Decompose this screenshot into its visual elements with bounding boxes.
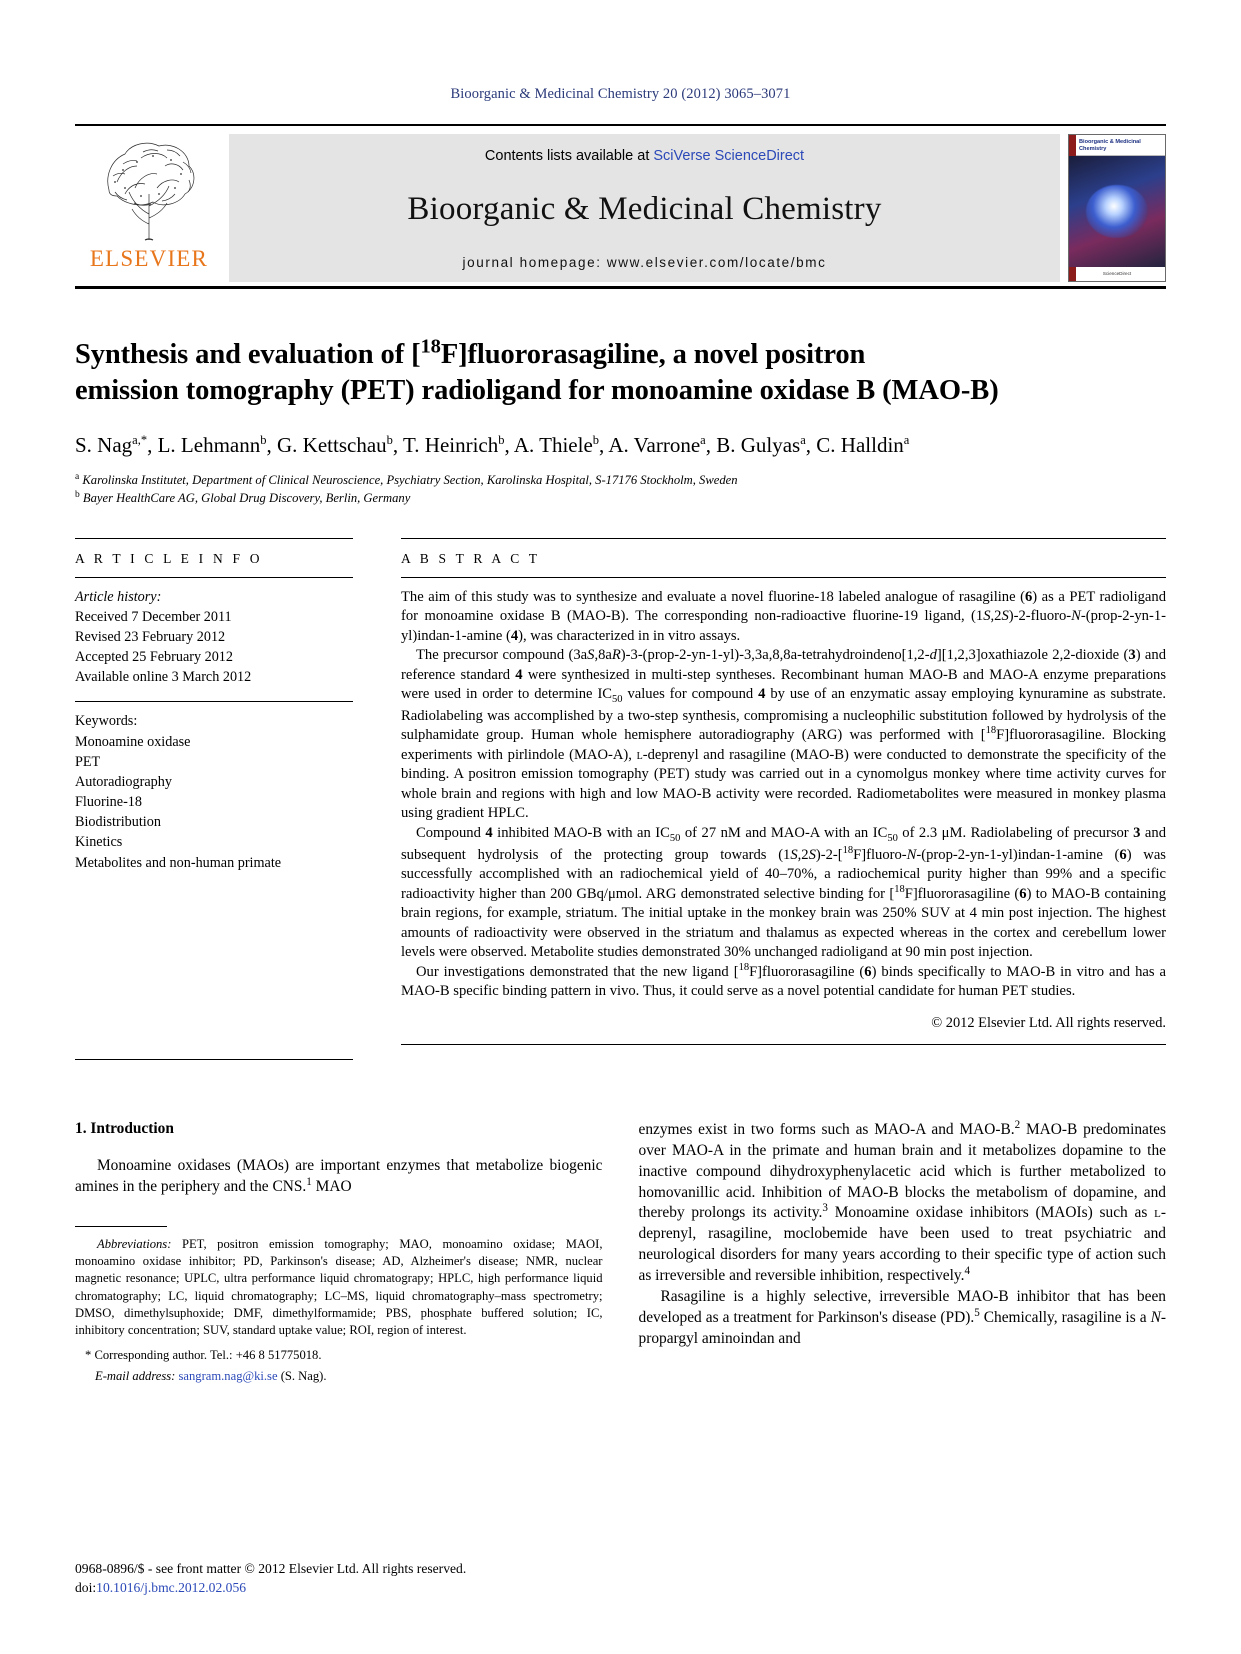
author-affil-marker: b bbox=[386, 432, 393, 447]
page-footer bbox=[75, 1559, 466, 1598]
journal-homepage[interactable]: journal homepage: www.elsevier.com/locate/bmc bbox=[462, 255, 827, 270]
author-name: T. Heinrich bbox=[403, 432, 499, 457]
author bbox=[158, 433, 267, 457]
elsevier-tree-icon bbox=[79, 136, 219, 244]
author-affil-marker: a bbox=[903, 432, 910, 447]
contents-prefix: Contents lists available at bbox=[484, 148, 654, 164]
sciencedirect-link[interactable]: SciVerse ScienceDirect bbox=[653, 148, 805, 164]
keywords-block bbox=[75, 701, 353, 872]
title-part-3: emission tomography (PET) radioligand for monoamine oxidase B (MAO-B) bbox=[75, 374, 999, 406]
body-column-right bbox=[639, 1120, 1167, 1386]
author-affil-marker: a,* bbox=[132, 432, 148, 447]
title-superscript-18: 18 bbox=[420, 335, 441, 358]
author-affil-marker: a bbox=[800, 432, 806, 447]
title-part-2: F]fluororasagiline, a novel positron bbox=[440, 339, 866, 370]
affiliation-marker: b bbox=[75, 490, 80, 501]
intro-paragraph-left: Monoamine oxidases (MAOs) are important enzymes that metabolize biogenic amines in the periphery and the CNS.$^1$ MAO bbox=[75, 1156, 603, 1195]
keyword-item: Autoradiography bbox=[75, 773, 172, 790]
page-title bbox=[75, 337, 1166, 409]
article-info-column bbox=[75, 538, 367, 1060]
title-part-1: Synthesis and evaluation of [ bbox=[75, 339, 421, 370]
email-note bbox=[75, 1368, 603, 1385]
body-columns bbox=[75, 1120, 1166, 1386]
journal-cover-thumbnail bbox=[1068, 134, 1166, 282]
affiliation-item bbox=[75, 489, 1166, 507]
email-link[interactable]: sangram.nag@ki.se bbox=[178, 1369, 278, 1384]
corresponding-author-note: * Corresponding author. Tel.: +46 8 51775018. bbox=[85, 1347, 322, 1362]
running-head: Bioorganic & Medicinal Chemistry 20 (2012) 3065–3071 bbox=[450, 86, 791, 102]
email-label: E-mail address: bbox=[95, 1369, 176, 1384]
author bbox=[816, 433, 909, 457]
abbreviations-note bbox=[75, 1236, 603, 1340]
author bbox=[403, 433, 505, 457]
article-info-heading: A R T I C L E I N F O bbox=[75, 538, 353, 577]
keyword-item: Metabolites and non-human primate bbox=[75, 854, 282, 871]
keyword-item: Biodistribution bbox=[75, 814, 161, 831]
affiliations bbox=[75, 471, 1166, 508]
keywords-label: Keywords: bbox=[75, 713, 138, 730]
cover-header bbox=[1069, 135, 1165, 156]
keyword-item: Kinetics bbox=[75, 834, 123, 851]
author-affil-marker: b bbox=[260, 432, 267, 447]
issn-copyright-line: 0968-0896/$ - see front matter © 2012 Elsevier Ltd. All rights reserved. bbox=[75, 1560, 467, 1576]
author bbox=[514, 433, 599, 457]
keyword-item: PET bbox=[75, 753, 101, 770]
elsevier-wordmark: ELSEVIER bbox=[89, 246, 209, 271]
history-item: Available online 3 March 2012 bbox=[75, 669, 252, 686]
abstract-paragraph: Our investigations demonstrated that the new ligand [$^{18}$F]fluororasagiline (6) binds specifically to MAO-B in vitro and has a MAO-B specific binding pattern in vivo. Thus, it could serve as a novel potential candidate for human PET studies. bbox=[401, 961, 1166, 999]
keyword-item: Monoamine oxidase bbox=[75, 733, 191, 750]
article-info-bottom-rule bbox=[75, 1059, 353, 1060]
affiliation-marker: a bbox=[75, 471, 80, 482]
abstract-paragraph: The precursor compound (3aS,8aR)-3-(prop-2-yn-1-yl)-3,3a,8,8a-tetrahydroindeno[1,2-d][1,2,3]oxathiazole 2,2-dioxide (3) and reference standard 4 were synthesized in multi-step syntheses. Recombinant human MAO-B and MAO-A enzyme preparations were used in order to determine $IC_{50}$ values for compound 4 by use of an enzymatic assay employing kynuramine as substrate. Radiolabeling was accomplished by a two-step synthesis, compromising a nucleophilic substitution followed by hydrolysis of the sulphamidate group. Human whole hemisphere autoradiography (ARG) was performed with [$^{18}$F]fluororasagiline. Blocking experiments with pirlindole (MAO-A), l-deprenyl and rasagiline (MAO-B) were conducted to demonstrate the specificity of the binding. A positron emission tomography (PET) study was carried out in a cynomolgus monkey where time activity curves for whole brain and regions with high and low MAO-B activity were recorded. Radiometabolites were measured in monkey plasma using gradient HPLC. bbox=[401, 647, 1166, 822]
elsevier-logo bbox=[75, 134, 223, 282]
cover-journal-title: Bioorganic & Medicinal Chemistry bbox=[1079, 139, 1141, 152]
author-list: S. Nag$^{a,*}$, L. Lehmann$^b$, G. Kettschau$^b$, T. Heinrich$^b$, A. Thiele$^b$, A. Varrone$^a$, B. Gulyas$^a$, C. Halldin$^a$ bbox=[75, 432, 910, 457]
abstract-bottom-rule bbox=[401, 1044, 1166, 1045]
abstract-paragraph: Compound 4 inhibited MAO-B with an $IC_{50}$ of 27 nM and MAO-A with an $IC_{50}$ of 2.3 μM. Radiolabeling of precursor 3 and subsequent hydrolysis of the protecting group towards (1S,2S)-2-[$^{18}$F]fluoro-N-(prop-2-yn-1-yl)indan-1-amine (6) was successfully accomplished with an radiochemical yield of 40–70%, a radiochemical purity higher than 99% and a specific radioactivity higher than 200 GBq/μmol. ARG demonstrated selective binding for [$^{18}$F]fluororasagiline (6) to MAO-B containing brain regions, for example, striatum. The initial uptake in the monkey brain was 250% SUV at 4 min post injection. The highest amounts of radioactivity were observed in the striatum and thalamus as expected whereas in the cortex and cerebellum lower levels were observed. Metabolite studies demonstrated 30% unchanged radioligand at 90 min post injection. bbox=[401, 824, 1167, 961]
author-name: L. Lehmann bbox=[157, 432, 261, 457]
abstract-heading: A B S T R A C T bbox=[401, 538, 1166, 577]
abstract-copyright: © 2012 Elsevier Ltd. All rights reserved. bbox=[931, 1015, 1166, 1032]
footnotes bbox=[75, 1226, 603, 1386]
affiliation-text: Karolinska Institutet, Department of Clinical Neuroscience, Psychiatry Section, Karolinska Hospital, S-17176 Stockholm, Sweden bbox=[82, 473, 738, 488]
history-item: Accepted 25 February 2012 bbox=[75, 649, 233, 666]
author bbox=[75, 433, 147, 457]
cover-artwork bbox=[1069, 156, 1165, 267]
history-item: Revised 23 February 2012 bbox=[75, 628, 226, 645]
history-item: Received 7 December 2011 bbox=[75, 608, 232, 625]
journal-band bbox=[229, 134, 1060, 282]
cover-footer: ScienceDirect bbox=[1069, 267, 1165, 281]
article-history-block bbox=[75, 578, 353, 688]
intro-paragraph-right-1: enzymes exist in two forms such as MAO-A and MAO-B.$^2$ MAO-B predominates over MAO-A in the primate and human brain and it metabolizes dopamine to the inactive compound dihydroxyphenylacetic acid which is further metabolized to homovanillic acid. Inhibition of MAO-B blocks the metabolism of dopamine, and thereby prolongs its activity.$^3$ Monoamine oxidase inhibitors (MAOIs) such as l-deprenyl, rasagiline, moclobemide have been used to treat psychiatric and neurological disorders for many years according to their specific type of action such as irreversible and reversible inhibition, respectively.$^4$ bbox=[638, 1118, 1166, 1285]
author-name: G. Kettschau bbox=[277, 432, 387, 457]
keyword-item: Fluorine-18 bbox=[75, 794, 142, 811]
masthead-bottom-rule bbox=[75, 286, 1166, 289]
abstract-paragraph: The aim of this study was to synthesize and evaluate a novel fluorine-18 labeled analogue of rasagiline (6) as a PET radioligand for monoamine oxidase B (MAO-B). The corresponding non-radioactive fluorine-19 ligand, (1S,2S)-2-fluoro-N-(prop-2-yn-1-yl)indan-1-amine (4), was characterized in in vitro assays. bbox=[401, 588, 1166, 644]
author-name: A. Varrone bbox=[608, 432, 701, 457]
author-name: S. Nag bbox=[75, 432, 133, 457]
abstract-column bbox=[367, 538, 1166, 1060]
author bbox=[716, 433, 806, 457]
author-affil-marker: b bbox=[592, 432, 600, 447]
author bbox=[608, 433, 705, 457]
journal-masthead bbox=[75, 124, 1166, 289]
affiliation-item bbox=[75, 471, 1166, 489]
abbreviations-text: PET, positron emission tomography; MAO, monoamino oxidase; MAOI, monoamino oxidase inhibitor; PD, Parkinson's disease; AD, Alzheimer's disease; NMR, nuclear magnetic resonance; UPLC, ultra performance liquid chromatograpy; HPLC, high performance liquid chromatography; LC, liquid chromatography; LC–MS, liquid chromatography–mass spectrometry; DMSO, dimethylsuphoxide; DMF, dimethylformamide; PBS, phosphate buffered solution; IC, inhibitory concentration; SUV, standard uptake value; ROI, region of interest. bbox=[75, 1236, 603, 1338]
footnote-divider bbox=[75, 1226, 167, 1227]
author-name: A. Thiele bbox=[513, 432, 593, 457]
author-name: B. Gulyas bbox=[716, 432, 801, 457]
info-abstract-region bbox=[75, 538, 1166, 1060]
doi-line bbox=[75, 1578, 466, 1598]
contents-list-line bbox=[485, 148, 804, 164]
author-affil-marker: b bbox=[498, 432, 505, 447]
intro-paragraph-right-2: Rasagiline is a highly selective, irreversible MAO-B inhibitor that has been developed as a treatment for Parkinson's disease (PD).$^5$ Chemically, rasagiline is a N-propargyl aminoindan and bbox=[638, 1288, 1166, 1348]
author-affil-marker: a bbox=[700, 432, 706, 447]
body-column-left bbox=[75, 1120, 603, 1386]
section-heading-introduction: 1. Introduction bbox=[75, 1119, 174, 1137]
email-suffix: (S. Nag). bbox=[280, 1369, 327, 1384]
abstract-body bbox=[401, 578, 1166, 1002]
abbreviations-label: Abbreviations: bbox=[97, 1236, 172, 1251]
author bbox=[277, 433, 393, 457]
doi-label: doi: bbox=[75, 1580, 97, 1596]
journal-title: Bioorganic & Medicinal Chemistry bbox=[407, 191, 882, 227]
article-history-label: Article history: bbox=[75, 588, 162, 605]
affiliation-text: Bayer HealthCare AG, Global Drug Discovery, Berlin, Germany bbox=[82, 491, 411, 506]
doi-link[interactable]: 10.1016/j.bmc.2012.02.056 bbox=[96, 1580, 247, 1596]
author-name: C. Halldin bbox=[816, 432, 904, 457]
